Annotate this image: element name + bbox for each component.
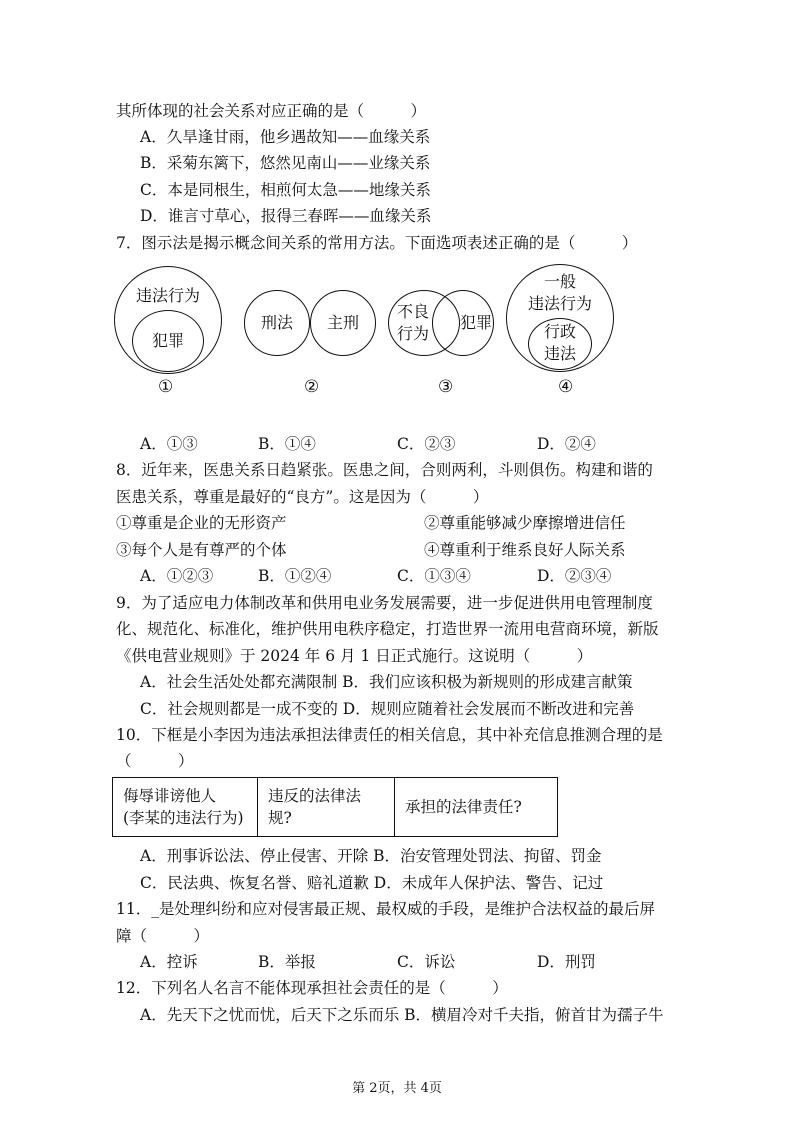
q6-stem: 其所体现的社会关系对应正确的是（ ） [116, 102, 427, 120]
q11-option-c: C．诉讼 [397, 953, 456, 971]
table-cell-behavior-line2: (李某的违法行为) [123, 809, 244, 827]
q10-options-line1: A．刑事诉讼法、停止侵害、开除 B．治安管理处罚法、拘留、罚金 [140, 847, 602, 865]
diagram4-outer-label-line1: 一般 [543, 272, 576, 291]
q6-option-a: A．久旱逢甘雨，他乡遇故知——血缘关系 [140, 128, 431, 146]
q8-option-d: D．②③④ [537, 567, 612, 585]
q7-option-c: C．②③ [397, 435, 456, 453]
q10-stem-line2: （ ） [116, 752, 194, 770]
q7-stem: 7．图示法是揭示概念间关系的常用方法。下面选项表述正确的是（ ） [116, 234, 638, 252]
q8-stem-line2: 医患关系，尊重是最好的“良方”。这是因为（ ） [116, 488, 489, 506]
q9-stem-line1: 9．为了适应电力体制改革和供用电业务发展需要，进一步促进供用电管理制度 [116, 594, 653, 612]
q8-option-b: B．①②④ [258, 567, 332, 585]
diagram3-number: ③ [438, 377, 454, 397]
diagram2-left-label: 刑法 [260, 313, 293, 332]
diagram4-outer-label-line2: 违法行为 [527, 294, 592, 313]
q10-options-line2: C．民法典、恢复名誉、赔礼道歉 D．未成年人保护法、警告、记过 [140, 874, 604, 892]
q7-option-a: A．①③ [140, 435, 198, 453]
q8-stem-line1: 8．近年来，医患关系日趋紧张。医患之间，合则两利，斗则俱伤。构建和谐的 [116, 461, 653, 479]
q7-diagrams [108, 262, 608, 402]
q11-stem-line1: 11．_是处理纠纷和应对侵害最正规、最权威的手段，是维护合法权益的最后屏 [116, 900, 655, 918]
q9-options-line2: C．社会规则都是一成不变的 D．规则应随着社会发展而不断改进和完善 [140, 700, 635, 718]
diagram1-outer-label: 违法行为 [135, 286, 200, 305]
q8-item-4: ④尊重利于维系良好人际关系 [424, 541, 626, 559]
diagram3-left-label-line1: 不良 [396, 302, 429, 321]
diagram3-right-label: 犯罪 [459, 313, 492, 332]
table-cell-behavior-line1: 侮辱诽谤他人 [123, 787, 217, 805]
diagram4-inner-label-line2: 违法 [543, 344, 576, 363]
q7-option-b: B．①④ [258, 435, 316, 453]
q12-options-line1: A．先天下之忧而忧，后天下之乐而乐 B．横眉冷对千夫指，俯首甘为孺子牛 [140, 1006, 664, 1024]
q11-option-d: D．刑罚 [537, 953, 596, 971]
q7-option-d: D．②④ [537, 435, 596, 453]
q10-stem-line1: 10．下框是小李因为违法承担法律责任的相关信息，其中补充信息推测合理的是 [116, 726, 663, 744]
q11-option-b: B．举报 [258, 953, 316, 971]
q9-options-line1: A．社会生活处处都充满限制 B．我们应该积极为新规则的形成建言献策 [140, 673, 633, 691]
table-cell-behavior [113, 778, 258, 837]
diagram1-inner-label: 犯罪 [151, 331, 184, 350]
diagram3-left-label-line2: 行为 [396, 324, 429, 343]
q9-stem-line3: 《供电营业规则》于 2024 年 6 月 1 日正式施行。这说明（ ） [116, 647, 593, 665]
table-cell-law: 违反的法律法规? [258, 778, 395, 837]
q9-stem-line2: 化、规范化、标准化，维护供用电秩序稳定，打造世界一流用电营商环境，新版 [116, 620, 659, 638]
q8-item-1: ①尊重是企业的无形资产 [116, 514, 287, 532]
table-row [113, 778, 558, 837]
diagram4-number: ④ [558, 377, 574, 397]
q11-option-a: A．控诉 [140, 953, 198, 971]
q6-option-b: B．采菊东篱下，悠然见南山——业缘关系 [140, 154, 431, 172]
q12-stem: 12．下列名人名言不能体现承担社会责任的是（ ） [116, 979, 508, 997]
diagram2-right-label: 主刑 [326, 313, 359, 332]
q8-option-a: A．①②③ [140, 567, 214, 585]
diagram1-number: ① [158, 377, 174, 397]
page-footer: 第 2页，共 4页 [352, 1081, 442, 1096]
diagram4-inner-label-line1: 行政 [543, 322, 576, 341]
q8-option-c: C．①③④ [397, 567, 471, 585]
q6-option-d: D．谁言寸草心，报得三春晖——血缘关系 [140, 207, 432, 225]
q8-item-2: ②尊重能够减少摩擦增进信任 [424, 514, 626, 532]
q8-item-3: ③每个人是有尊严的个体 [116, 541, 287, 559]
diagram2-number: ② [304, 377, 320, 397]
q10-info-table [112, 777, 558, 837]
q6-option-c: C．本是同根生，相煎何太急——地缘关系 [140, 181, 431, 199]
q11-stem-line2: 障（ ） [116, 927, 210, 945]
table-cell-responsibility: 承担的法律责任? [395, 778, 558, 837]
